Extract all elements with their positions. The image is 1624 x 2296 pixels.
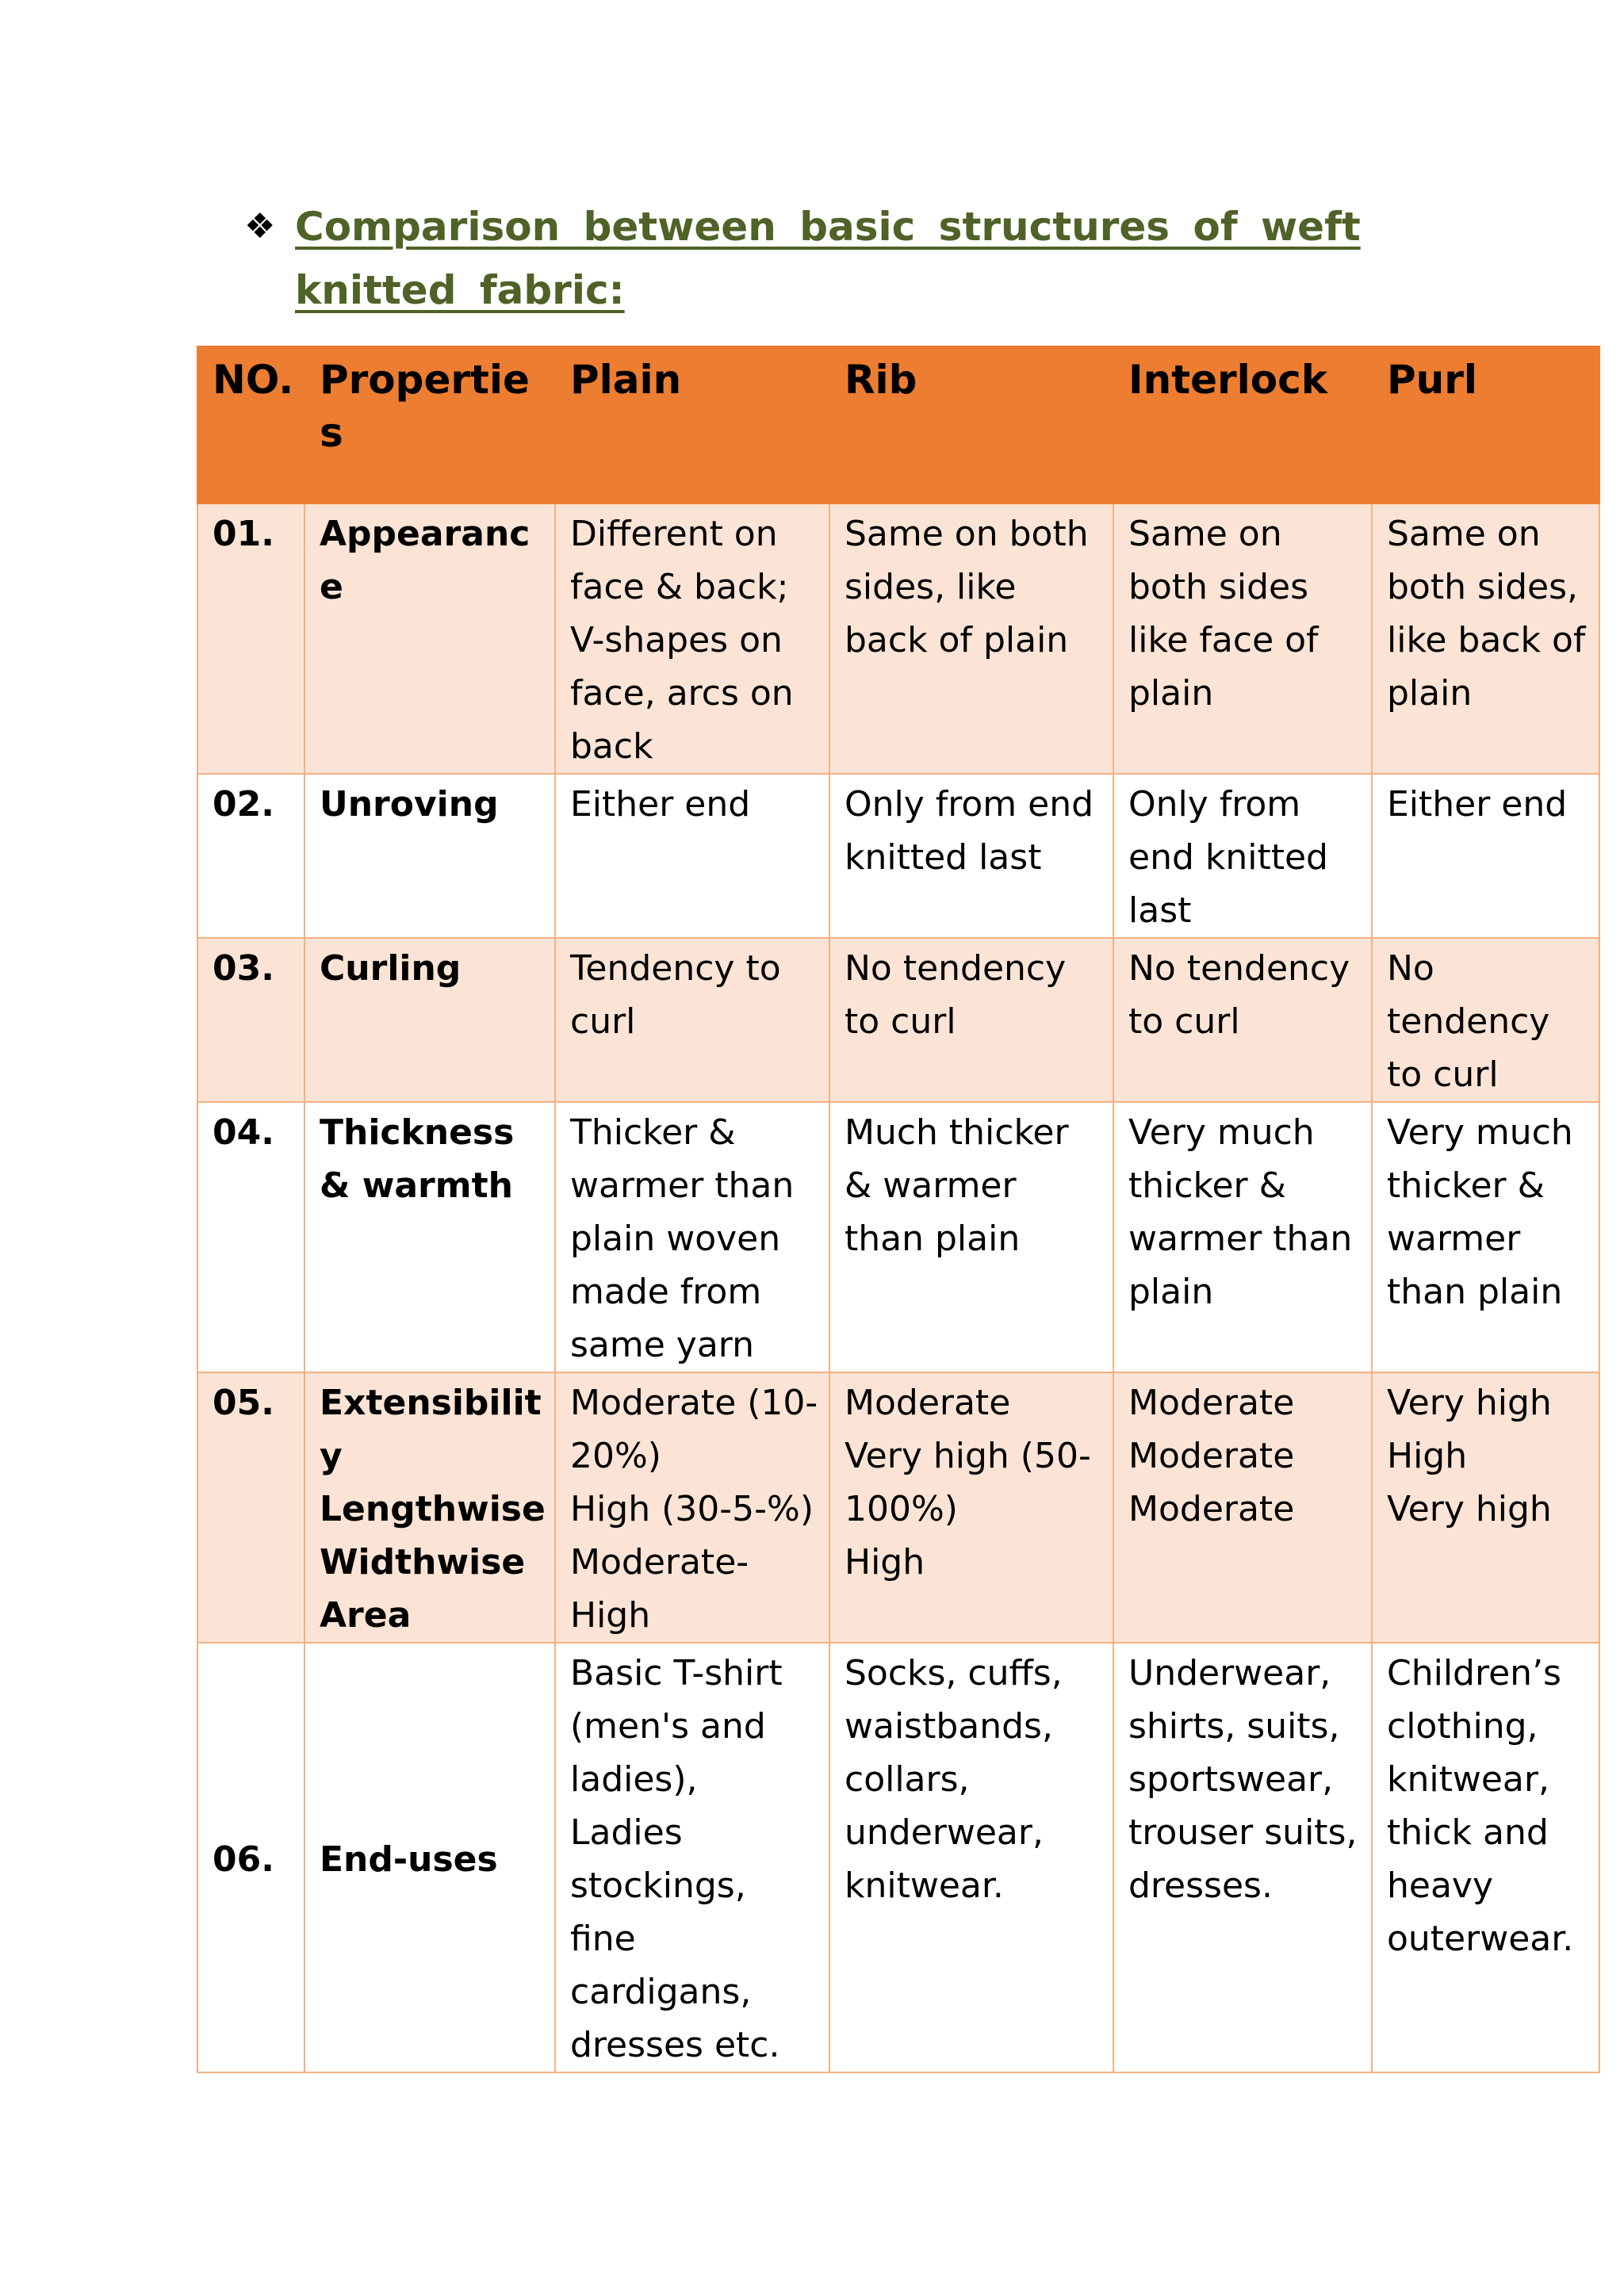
cell-text: Moderate (10-20%) [570,1383,818,1476]
cell-text: High (30-5-%) [570,1489,814,1529]
cell-text: Moderate [1128,1383,1295,1423]
property-label: Unroving [320,784,499,825]
cell-text: Moderate-High [570,1542,749,1636]
row-number: 02. [197,774,304,938]
purl-cell [1372,1372,1599,1643]
row-number: 03. [197,938,304,1102]
interlock-cell [1113,1643,1372,2072]
property-label: Appearance [320,514,530,607]
interlock-cell [1113,774,1372,938]
rib-cell [829,1643,1113,2072]
property-label: Curling [320,948,462,989]
cell-text: Moderate [845,1383,1011,1423]
rib-cell [829,774,1113,938]
plain-cell [555,774,829,938]
cell-text: Tendency to curl [570,948,781,1042]
table-row [197,774,1599,938]
plain-cell [555,938,829,1102]
cell-text: Same on both sides, like back of plain [845,514,1089,660]
cell-text: Same on both sides like face of plain [1128,514,1319,714]
page-title: Comparison between basic structures of weft knitted fabric: [295,204,1361,313]
header-plain: Plain [555,346,829,503]
property-label: Thickness & warmth [320,1112,515,1206]
cell-text: Only from end knitted last [1128,784,1328,931]
interlock-cell [1113,1102,1372,1372]
purl-cell [1372,1643,1599,2072]
property-label: Widthwise [320,1542,526,1582]
cell-text: Only from end knitted last [845,784,1094,878]
table-header-row [197,346,1599,503]
header-rib: Rib [829,346,1113,503]
cell-text: No tendency to curl [845,948,1067,1042]
plain-cell [555,1102,829,1372]
property-cell [304,503,555,774]
header-purl: Purl [1372,346,1599,503]
cell-text: High [845,1542,925,1582]
rib-cell [829,503,1113,774]
cell-text: Same on both sides, like back of plain [1387,514,1586,714]
header-interlock: Interlock [1113,346,1372,503]
purl-cell [1372,1102,1599,1372]
row-number: 06. [197,1643,304,2072]
cell-text: Basic T-shirt (men's and ladies), Ladies stockings, fine cardigans, dresses etc. [570,1653,783,2065]
header-properties: Properties [304,346,555,503]
row-number: 05. [197,1372,304,1643]
purl-cell [1372,503,1599,774]
section-heading [244,195,1469,322]
rib-cell [829,1102,1113,1372]
cell-text: Very high [1387,1383,1552,1423]
interlock-cell [1113,938,1372,1102]
cell-text: Children’s clothing, knitwear, thick and heavy outerwear. [1387,1653,1574,1959]
property-cell [304,1643,555,2072]
cell-text: Very much thicker & warmer than plain [1387,1112,1573,1312]
rib-cell [829,1372,1113,1643]
table-row [197,1372,1599,1643]
plain-cell [555,1643,829,2072]
cell-text: Very high [1387,1489,1552,1529]
rib-cell [829,938,1113,1102]
cell-text: High [1387,1436,1468,1476]
property-label: End-uses [320,1839,498,1880]
property-cell [304,1372,555,1643]
property-cell [304,774,555,938]
row-number: 04. [197,1102,304,1372]
plain-cell [555,1372,829,1643]
cell-text: Underwear, shirts, suits, sportswear, trouser suits, dresses. [1128,1653,1358,1906]
cell-text: Very much thicker & warmer than plain [1128,1112,1353,1312]
property-label: Lengthwise [320,1489,546,1529]
table-row [197,938,1599,1102]
cell-text: Moderate [1128,1436,1295,1476]
property-label: Extensibility [320,1383,542,1476]
purl-cell [1372,938,1599,1102]
table-row [197,1643,1599,2072]
property-label: Area [320,1595,412,1636]
cell-text: Socks, cuffs, waistbands, collars, underwear, knitwear. [845,1653,1063,1906]
interlock-cell [1113,503,1372,774]
header-no: NO. [197,346,304,503]
cell-text: No tendency to curl [1128,948,1350,1042]
purl-cell [1372,774,1599,938]
cell-text: No tendency to curl [1387,948,1550,1095]
plain-cell [555,503,829,774]
cell-text: Moderate [1128,1489,1295,1529]
interlock-cell [1113,1372,1372,1643]
row-number: 01. [197,503,304,774]
cell-text: Different on face & back; V-shapes on face, arcs on back [570,514,794,767]
cell-text: Either end [1387,784,1568,825]
comparison-table [197,346,1600,2073]
cell-text: Either end [570,784,751,825]
cell-text: Much thicker & warmer than plain [845,1112,1069,1259]
property-cell [304,1102,555,1372]
table-row [197,1102,1599,1372]
property-cell [304,938,555,1102]
cell-text: Very high (50-100%) [845,1436,1091,1529]
cell-text: Thicker & warmer than plain woven made from same yarn [570,1112,795,1365]
diamond-bullet-icon: ❖ [244,206,276,247]
table-row [197,503,1599,774]
